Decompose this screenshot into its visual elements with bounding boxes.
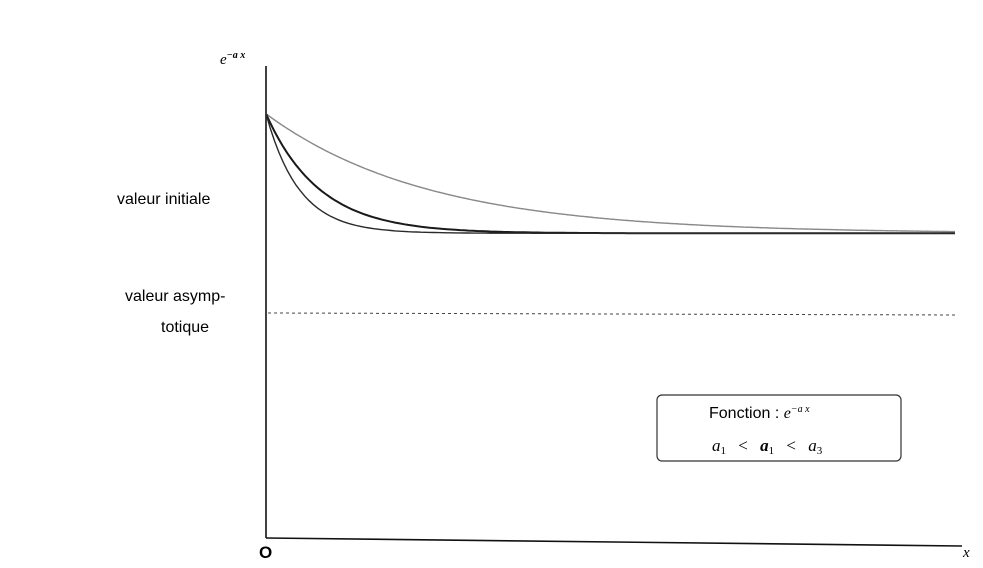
initial-value-label: valeur initiale: [117, 191, 211, 208]
asymptotic-value-label-line2: totique: [161, 319, 210, 336]
legend-a3: a: [808, 436, 817, 455]
legend-a1: a: [712, 436, 721, 455]
series-line-a2: [266, 114, 955, 234]
legend-lt-1: <: [738, 436, 748, 455]
y-axis-label: [220, 50, 245, 68]
legend: [657, 395, 901, 461]
legend-title-base: e: [783, 405, 791, 422]
upper-dashed-guide: [266, 114, 955, 232]
x-axis-label: x: [963, 545, 970, 561]
asymptote-line: [268, 313, 957, 315]
origin-label: O: [259, 543, 273, 562]
legend-a1-sub: 1: [720, 445, 726, 457]
series-group: [266, 114, 955, 234]
legend-a2-sub: 1: [768, 445, 775, 457]
y-axis-label-exponent: −a x: [226, 50, 246, 61]
legend-lt-2: <: [786, 436, 796, 455]
series-line-a1: [266, 114, 955, 232]
y-axis-label-base: e: [220, 52, 227, 68]
legend-title-text: Fonction :: [709, 405, 780, 422]
legend-title-exponent: −a x: [790, 404, 810, 415]
x-axis: [266, 538, 962, 546]
asymptotic-value-label-line1: valeur asymp-: [125, 288, 226, 305]
legend-a3-sub: 3: [816, 445, 823, 457]
legend-a2: a: [760, 436, 769, 455]
